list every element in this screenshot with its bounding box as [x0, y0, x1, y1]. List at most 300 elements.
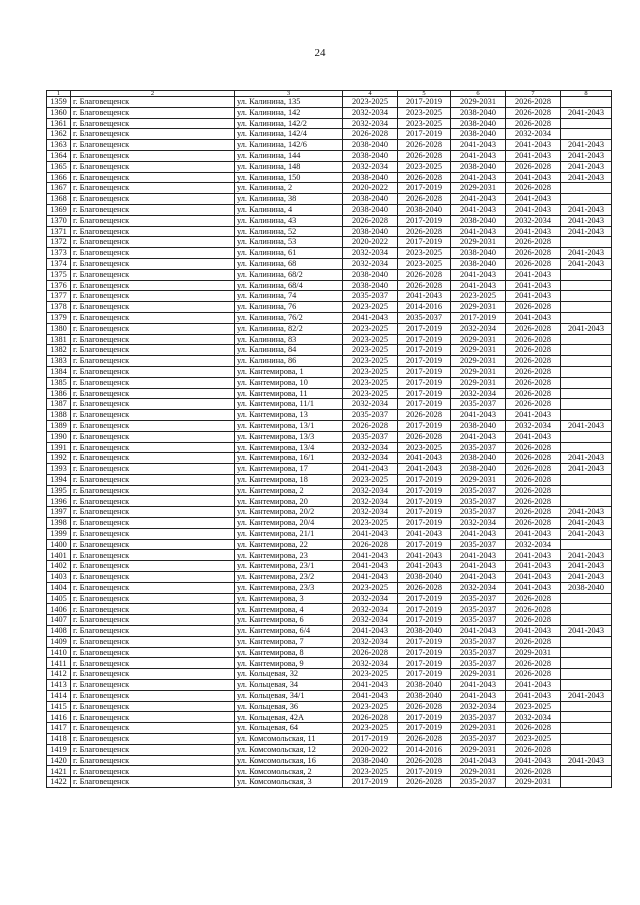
period-col-5-cell: 2023-2025	[398, 442, 451, 453]
period-col-5-cell: 2026-2028	[398, 410, 451, 421]
address-cell: ул. Комсомольская, 12	[235, 744, 343, 755]
address-cell: ул. Калинина, 150	[235, 172, 343, 183]
address-cell: ул. Кольцевая, 36	[235, 701, 343, 712]
period-col-7-cell: 2029-2031	[506, 647, 561, 658]
period-col-4-cell: 2023-2025	[343, 518, 398, 529]
period-col-4-cell: 2017-2019	[343, 777, 398, 788]
city-cell: г. Благовещенск	[71, 248, 235, 259]
address-cell: ул. Кантемирова, 21/1	[235, 528, 343, 539]
table-row	[47, 194, 612, 205]
address-cell: ул. Калинина, 76	[235, 302, 343, 313]
period-col-4-cell: 2023-2025	[343, 323, 398, 334]
address-cell: ул. Калинина, 68/2	[235, 269, 343, 280]
address-cell: ул. Кантемирова, 17	[235, 464, 343, 475]
period-col-8-cell	[561, 669, 612, 680]
period-col-4-cell: 2023-2025	[343, 366, 398, 377]
period-col-8-cell	[561, 593, 612, 604]
row-number-cell: 1409	[47, 636, 71, 647]
period-col-8-cell: 2041-2043	[561, 107, 612, 118]
address-cell: ул. Калинина, 74	[235, 291, 343, 302]
table-row	[47, 172, 612, 183]
period-col-4-cell: 2023-2025	[343, 669, 398, 680]
period-col-5-cell: 2017-2019	[398, 377, 451, 388]
period-col-5-cell: 2026-2028	[398, 140, 451, 151]
period-col-7-cell: 2026-2028	[506, 107, 561, 118]
city-cell: г. Благовещенск	[71, 410, 235, 421]
registry-table	[46, 90, 612, 788]
table-row	[47, 701, 612, 712]
table-row	[47, 377, 612, 388]
period-col-7-cell: 2026-2028	[506, 323, 561, 334]
period-col-8-cell	[561, 118, 612, 129]
address-cell: ул. Кольцевая, 34/1	[235, 690, 343, 701]
table-row	[47, 410, 612, 421]
address-cell: ул. Кантемирова, 20	[235, 496, 343, 507]
period-col-7-cell: 2032-2034	[506, 129, 561, 140]
period-col-7-cell: 2026-2028	[506, 442, 561, 453]
table-row	[47, 680, 612, 691]
period-col-6-cell: 2029-2031	[451, 356, 506, 367]
period-col-5-cell: 2017-2019	[398, 647, 451, 658]
address-cell: ул. Кантемирова, 6/4	[235, 626, 343, 637]
address-cell: ул. Калинина, 52	[235, 226, 343, 237]
period-col-7-cell: 2026-2028	[506, 604, 561, 615]
city-cell: г. Благовещенск	[71, 626, 235, 637]
table-row	[47, 107, 612, 118]
period-col-7-cell: 2026-2028	[506, 356, 561, 367]
period-col-6-cell: 2035-2037	[451, 507, 506, 518]
period-col-6-cell: 2041-2043	[451, 572, 506, 583]
city-cell: г. Благовещенск	[71, 194, 235, 205]
table-row	[47, 442, 612, 453]
period-col-8-cell	[561, 431, 612, 442]
city-cell: г. Благовещенск	[71, 615, 235, 626]
period-col-8-cell	[561, 723, 612, 734]
period-col-6-cell: 2038-2040	[451, 107, 506, 118]
row-number-cell: 1414	[47, 690, 71, 701]
city-cell: г. Благовещенск	[71, 755, 235, 766]
period-col-4-cell: 2023-2025	[343, 701, 398, 712]
period-col-8-cell: 2041-2043	[561, 172, 612, 183]
period-col-4-cell: 2032-2034	[343, 658, 398, 669]
city-cell: г. Благовещенск	[71, 669, 235, 680]
city-cell: г. Благовещенск	[71, 161, 235, 172]
city-cell: г. Благовещенск	[71, 150, 235, 161]
city-cell: г. Благовещенск	[71, 766, 235, 777]
city-cell: г. Благовещенск	[71, 399, 235, 410]
row-number-cell: 1400	[47, 539, 71, 550]
period-col-4-cell: 2026-2028	[343, 129, 398, 140]
row-number-cell: 1360	[47, 107, 71, 118]
city-cell: г. Благовещенск	[71, 453, 235, 464]
city-cell: г. Благовещенск	[71, 302, 235, 313]
row-number-cell: 1377	[47, 291, 71, 302]
address-cell: ул. Комсомольская, 3	[235, 777, 343, 788]
period-col-6-cell: 2038-2040	[451, 420, 506, 431]
period-col-4-cell: 2041-2043	[343, 690, 398, 701]
period-col-6-cell: 2032-2034	[451, 582, 506, 593]
table-row	[47, 496, 612, 507]
header-cell: 6	[451, 91, 506, 97]
period-col-6-cell: 2041-2043	[451, 140, 506, 151]
period-col-7-cell: 2041-2043	[506, 291, 561, 302]
period-col-5-cell: 2017-2019	[398, 593, 451, 604]
period-col-8-cell: 2041-2043	[561, 755, 612, 766]
row-number-cell: 1395	[47, 485, 71, 496]
address-cell: ул. Кантемирова, 13	[235, 410, 343, 421]
address-cell: ул. Кольцевая, 42А	[235, 712, 343, 723]
table-row	[47, 604, 612, 615]
period-col-6-cell: 2029-2031	[451, 377, 506, 388]
period-col-7-cell: 2026-2028	[506, 766, 561, 777]
period-col-4-cell: 2041-2043	[343, 550, 398, 561]
period-col-5-cell: 2017-2019	[398, 97, 451, 108]
period-col-7-cell: 2026-2028	[506, 237, 561, 248]
period-col-6-cell: 2035-2037	[451, 593, 506, 604]
table-row	[47, 97, 612, 108]
period-col-7-cell: 2041-2043	[506, 226, 561, 237]
city-cell: г. Благовещенск	[71, 204, 235, 215]
row-number-cell: 1401	[47, 550, 71, 561]
table-row	[47, 334, 612, 345]
period-col-7-cell: 2041-2043	[506, 150, 561, 161]
table-row	[47, 528, 612, 539]
city-cell: г. Благовещенск	[71, 539, 235, 550]
period-col-8-cell	[561, 194, 612, 205]
period-col-8-cell	[561, 356, 612, 367]
row-number-cell: 1361	[47, 118, 71, 129]
row-number-cell: 1389	[47, 420, 71, 431]
period-col-7-cell: 2032-2034	[506, 712, 561, 723]
period-col-5-cell: 2041-2043	[398, 550, 451, 561]
address-cell: ул. Кантемирова, 10	[235, 377, 343, 388]
period-col-4-cell: 2026-2028	[343, 712, 398, 723]
address-cell: ул. Кантемирова, 20/4	[235, 518, 343, 529]
row-number-cell: 1375	[47, 269, 71, 280]
period-col-8-cell	[561, 539, 612, 550]
period-col-6-cell: 2032-2034	[451, 388, 506, 399]
period-col-6-cell: 2035-2037	[451, 777, 506, 788]
period-col-4-cell: 2023-2025	[343, 723, 398, 734]
address-cell: ул. Кольцевая, 34	[235, 680, 343, 691]
period-col-7-cell: 2026-2028	[506, 97, 561, 108]
period-col-5-cell: 2017-2019	[398, 129, 451, 140]
table-row	[47, 690, 612, 701]
period-col-6-cell: 2035-2037	[451, 485, 506, 496]
period-col-4-cell: 2023-2025	[343, 766, 398, 777]
period-col-5-cell: 2038-2040	[398, 626, 451, 637]
row-number-cell: 1394	[47, 474, 71, 485]
period-col-7-cell: 2041-2043	[506, 269, 561, 280]
period-col-8-cell: 2041-2043	[561, 204, 612, 215]
period-col-4-cell: 2032-2034	[343, 399, 398, 410]
period-col-8-cell	[561, 734, 612, 745]
period-col-4-cell: 2023-2025	[343, 474, 398, 485]
city-cell: г. Благовещенск	[71, 604, 235, 615]
period-col-7-cell: 2041-2043	[506, 690, 561, 701]
period-col-5-cell: 2038-2040	[398, 572, 451, 583]
page-number: 24	[314, 47, 326, 59]
period-col-4-cell: 2038-2040	[343, 755, 398, 766]
period-col-6-cell: 2038-2040	[451, 129, 506, 140]
period-col-5-cell: 2017-2019	[398, 615, 451, 626]
period-col-8-cell: 2041-2043	[561, 561, 612, 572]
city-cell: г. Благовещенск	[71, 107, 235, 118]
row-number-cell: 1371	[47, 226, 71, 237]
period-col-6-cell: 2035-2037	[451, 658, 506, 669]
period-col-4-cell: 2038-2040	[343, 140, 398, 151]
period-col-5-cell: 2017-2019	[398, 723, 451, 734]
period-col-7-cell: 2041-2043	[506, 140, 561, 151]
row-number-cell: 1369	[47, 204, 71, 215]
period-col-4-cell: 2032-2034	[343, 593, 398, 604]
period-col-8-cell: 2041-2043	[561, 215, 612, 226]
table-row	[47, 572, 612, 583]
row-number-cell: 1379	[47, 312, 71, 323]
period-col-6-cell: 2041-2043	[451, 431, 506, 442]
row-number-cell: 1413	[47, 680, 71, 691]
period-col-5-cell: 2026-2028	[398, 755, 451, 766]
city-cell: г. Благовещенск	[71, 129, 235, 140]
period-col-8-cell	[561, 636, 612, 647]
period-col-6-cell: 2038-2040	[451, 118, 506, 129]
period-col-6-cell: 2041-2043	[451, 269, 506, 280]
period-col-7-cell: 2041-2043	[506, 680, 561, 691]
row-number-cell: 1410	[47, 647, 71, 658]
period-col-7-cell: 2026-2028	[506, 723, 561, 734]
period-col-6-cell: 2041-2043	[451, 626, 506, 637]
address-cell: ул. Калинина, 144	[235, 150, 343, 161]
address-cell: ул. Калинина, 2	[235, 183, 343, 194]
period-col-5-cell: 2026-2028	[398, 582, 451, 593]
address-cell: ул. Калинина, 61	[235, 248, 343, 259]
period-col-6-cell: 2032-2034	[451, 323, 506, 334]
city-cell: г. Благовещенск	[71, 140, 235, 151]
period-col-4-cell: 2023-2025	[343, 356, 398, 367]
city-cell: г. Благовещенск	[71, 712, 235, 723]
period-col-7-cell: 2041-2043	[506, 431, 561, 442]
period-col-6-cell: 2029-2031	[451, 669, 506, 680]
table-row	[47, 140, 612, 151]
period-col-8-cell	[561, 442, 612, 453]
table-row	[47, 755, 612, 766]
row-number-cell: 1384	[47, 366, 71, 377]
period-col-6-cell: 2029-2031	[451, 237, 506, 248]
period-col-4-cell: 2041-2043	[343, 561, 398, 572]
address-cell: ул. Калинина, 76/2	[235, 312, 343, 323]
period-col-7-cell: 2029-2031	[506, 777, 561, 788]
header-cell: 2	[71, 91, 235, 97]
row-number-cell: 1397	[47, 507, 71, 518]
period-col-5-cell: 2017-2019	[398, 604, 451, 615]
address-cell: ул. Калинина, 86	[235, 356, 343, 367]
period-col-6-cell: 2041-2043	[451, 280, 506, 291]
period-col-4-cell: 2032-2034	[343, 453, 398, 464]
period-col-7-cell: 2026-2028	[506, 485, 561, 496]
period-col-4-cell: 2023-2025	[343, 97, 398, 108]
period-col-5-cell: 2017-2019	[398, 345, 451, 356]
row-number-cell: 1359	[47, 97, 71, 108]
address-cell: ул. Калинина, 84	[235, 345, 343, 356]
period-col-6-cell: 2038-2040	[451, 258, 506, 269]
period-col-6-cell: 2035-2037	[451, 734, 506, 745]
address-cell: ул. Комсомольская, 2	[235, 766, 343, 777]
period-col-4-cell: 2020-2022	[343, 183, 398, 194]
period-col-4-cell: 2023-2025	[343, 377, 398, 388]
period-col-5-cell: 2017-2019	[398, 485, 451, 496]
period-col-5-cell: 2017-2019	[398, 388, 451, 399]
address-cell: ул. Кантемирова, 13/4	[235, 442, 343, 453]
city-cell: г. Благовещенск	[71, 280, 235, 291]
row-number-cell: 1362	[47, 129, 71, 140]
period-col-4-cell: 2026-2028	[343, 215, 398, 226]
period-col-7-cell: 2041-2043	[506, 172, 561, 183]
table-row	[47, 669, 612, 680]
address-cell: ул. Кантемирова, 20/2	[235, 507, 343, 518]
address-cell: ул. Кантемирова, 2	[235, 485, 343, 496]
period-col-8-cell	[561, 291, 612, 302]
period-col-5-cell: 2017-2019	[398, 669, 451, 680]
period-col-6-cell: 2038-2040	[451, 215, 506, 226]
address-cell: ул. Кантемирова, 4	[235, 604, 343, 615]
address-cell: ул. Кантемирова, 13/1	[235, 420, 343, 431]
table-row	[47, 118, 612, 129]
period-col-7-cell: 2026-2028	[506, 399, 561, 410]
period-col-6-cell: 2041-2043	[451, 150, 506, 161]
table-row	[47, 561, 612, 572]
city-cell: г. Благовещенск	[71, 226, 235, 237]
period-col-8-cell	[561, 615, 612, 626]
address-cell: ул. Кантемирова, 23/1	[235, 561, 343, 572]
period-col-5-cell: 2026-2028	[398, 150, 451, 161]
period-col-8-cell	[561, 777, 612, 788]
period-col-8-cell: 2041-2043	[561, 161, 612, 172]
period-col-8-cell	[561, 496, 612, 507]
city-cell: г. Благовещенск	[71, 323, 235, 334]
period-col-6-cell: 2035-2037	[451, 615, 506, 626]
period-col-5-cell: 2023-2025	[398, 258, 451, 269]
period-col-7-cell: 2041-2043	[506, 572, 561, 583]
period-col-6-cell: 2041-2043	[451, 755, 506, 766]
table-row	[47, 129, 612, 140]
address-cell: ул. Кантемирова, 11/1	[235, 399, 343, 410]
table-row	[47, 204, 612, 215]
period-col-5-cell: 2023-2025	[398, 118, 451, 129]
header-cell: 4	[343, 91, 398, 97]
table-row	[47, 237, 612, 248]
table-row	[47, 734, 612, 745]
period-col-8-cell	[561, 269, 612, 280]
row-number-cell: 1412	[47, 669, 71, 680]
row-number-cell: 1391	[47, 442, 71, 453]
period-col-7-cell: 2026-2028	[506, 161, 561, 172]
period-col-8-cell	[561, 312, 612, 323]
period-col-4-cell: 2038-2040	[343, 226, 398, 237]
period-col-4-cell: 2032-2034	[343, 485, 398, 496]
period-col-7-cell: 2026-2028	[506, 464, 561, 475]
period-col-5-cell: 2017-2019	[398, 496, 451, 507]
period-col-4-cell: 2035-2037	[343, 291, 398, 302]
period-col-4-cell: 2023-2025	[343, 334, 398, 345]
row-number-cell: 1373	[47, 248, 71, 259]
period-col-6-cell: 2038-2040	[451, 464, 506, 475]
period-col-5-cell: 2017-2019	[398, 215, 451, 226]
address-cell: ул. Калинина, 82/2	[235, 323, 343, 334]
period-col-7-cell: 2041-2043	[506, 204, 561, 215]
city-cell: г. Благовещенск	[71, 658, 235, 669]
period-col-8-cell: 2038-2040	[561, 582, 612, 593]
period-col-5-cell: 2017-2019	[398, 334, 451, 345]
period-col-4-cell: 2032-2034	[343, 604, 398, 615]
period-col-8-cell	[561, 302, 612, 313]
address-cell: ул. Калинина, 83	[235, 334, 343, 345]
period-col-7-cell: 2026-2028	[506, 258, 561, 269]
period-col-8-cell: 2041-2043	[561, 528, 612, 539]
table-row	[47, 647, 612, 658]
period-col-5-cell: 2017-2019	[398, 237, 451, 248]
period-col-4-cell: 2026-2028	[343, 647, 398, 658]
row-number-cell: 1422	[47, 777, 71, 788]
row-number-cell: 1376	[47, 280, 71, 291]
period-col-4-cell: 2038-2040	[343, 269, 398, 280]
period-col-6-cell: 2038-2040	[451, 161, 506, 172]
period-col-5-cell: 2026-2028	[398, 280, 451, 291]
period-col-5-cell: 2023-2025	[398, 161, 451, 172]
address-cell: ул. Кантемирова, 18	[235, 474, 343, 485]
period-col-4-cell: 2041-2043	[343, 572, 398, 583]
period-col-4-cell: 2023-2025	[343, 302, 398, 313]
address-cell: ул. Калинина, 68/4	[235, 280, 343, 291]
period-col-8-cell	[561, 388, 612, 399]
period-col-4-cell: 2038-2040	[343, 172, 398, 183]
period-col-8-cell	[561, 280, 612, 291]
city-cell: г. Благовещенск	[71, 550, 235, 561]
period-col-8-cell: 2041-2043	[561, 140, 612, 151]
period-col-5-cell: 2026-2028	[398, 194, 451, 205]
period-col-8-cell	[561, 237, 612, 248]
address-cell: ул. Кантемирова, 13/3	[235, 431, 343, 442]
table-row	[47, 291, 612, 302]
period-col-7-cell: 2026-2028	[506, 744, 561, 755]
city-cell: г. Благовещенск	[71, 507, 235, 518]
period-col-5-cell: 2038-2040	[398, 690, 451, 701]
period-col-6-cell: 2029-2031	[451, 723, 506, 734]
city-cell: г. Благовещенск	[71, 291, 235, 302]
address-cell: ул. Кольцевая, 64	[235, 723, 343, 734]
period-col-6-cell: 2029-2031	[451, 474, 506, 485]
table-row	[47, 302, 612, 313]
address-cell: ул. Калинина, 53	[235, 237, 343, 248]
period-col-4-cell: 2038-2040	[343, 204, 398, 215]
address-cell: ул. Калинина, 38	[235, 194, 343, 205]
city-cell: г. Благовещенск	[71, 680, 235, 691]
period-col-4-cell: 2023-2025	[343, 388, 398, 399]
period-col-5-cell: 2026-2028	[398, 172, 451, 183]
period-col-7-cell: 2026-2028	[506, 658, 561, 669]
table-row	[47, 183, 612, 194]
period-col-5-cell: 2017-2019	[398, 420, 451, 431]
period-col-5-cell: 2017-2019	[398, 183, 451, 194]
row-number-cell: 1370	[47, 215, 71, 226]
period-col-6-cell: 2029-2031	[451, 302, 506, 313]
period-col-4-cell: 2032-2034	[343, 636, 398, 647]
period-col-6-cell: 2041-2043	[451, 680, 506, 691]
period-col-4-cell: 2041-2043	[343, 528, 398, 539]
period-col-6-cell: 2041-2043	[451, 226, 506, 237]
period-col-5-cell: 2026-2028	[398, 777, 451, 788]
period-col-5-cell: 2023-2025	[398, 107, 451, 118]
row-number-cell: 1411	[47, 658, 71, 669]
